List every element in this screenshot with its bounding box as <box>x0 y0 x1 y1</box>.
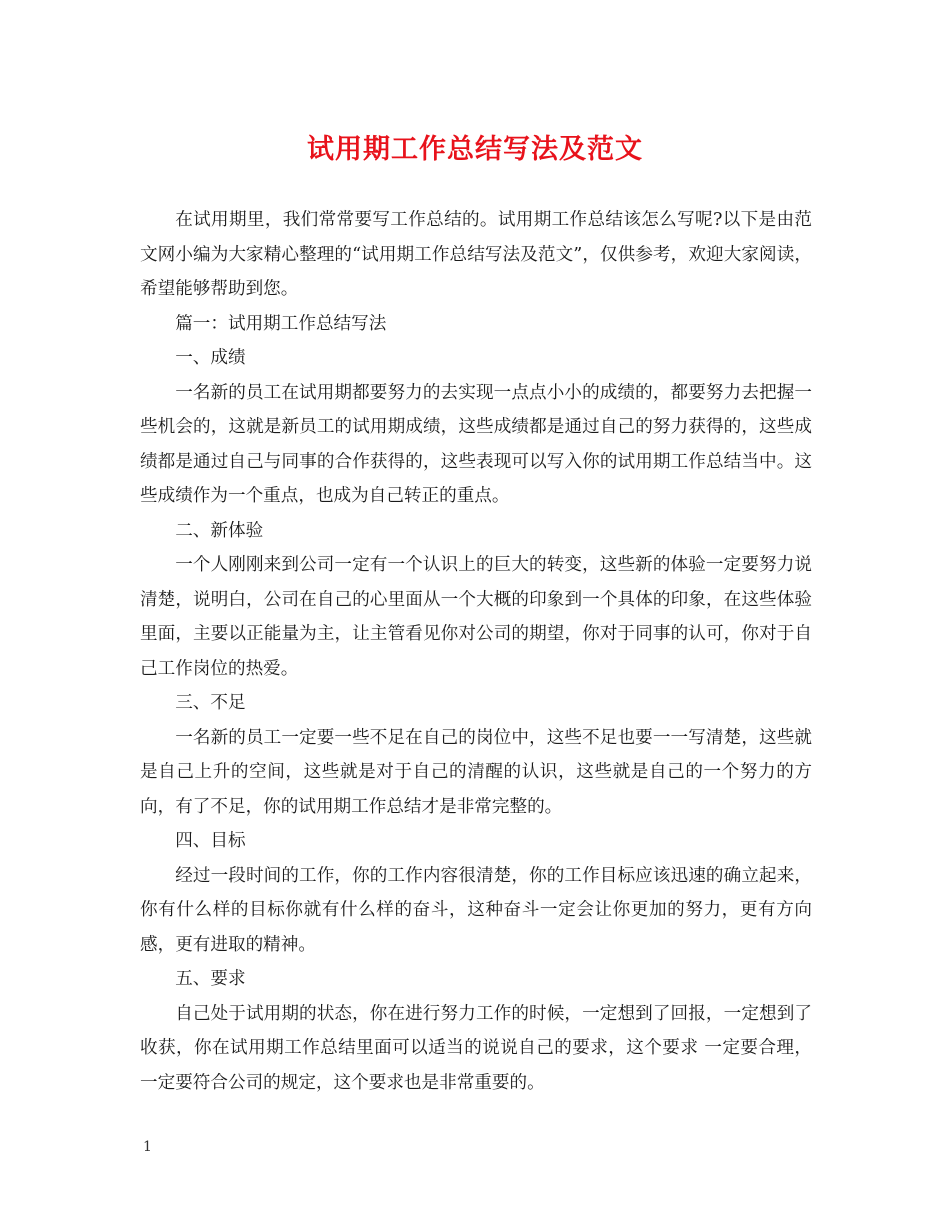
achievements-paragraph: 一名新的员工在试用期都要努力的去实现一点点小小的成绩的，都要努力去把握一些机会的，这就是新员工的试用期成绩，这些成绩都是通过自己的努力获得的，这些成绩都是通过自己与同事的合作获得的，这些表现可以写入你的试用期工作总结当中。这些成绩作为一个重点，也成为自己转正的重点。 <box>140 382 812 506</box>
goals-paragraph: 经过一段时间的工作，你的工作内容很清楚，你的工作目标应该迅速的确立起来，你有什么样的目标你就有什么样的奋斗，这种奋斗一定会让你更加的努力，更有方向感，更有进取的精神。 <box>140 865 812 955</box>
section-heading-goals: 四、目标 <box>175 831 246 851</box>
document-body <box>140 203 812 1100</box>
section-heading-part-one: 篇一：试用期工作总结写法 <box>175 313 387 334</box>
document-title: 试用期工作总结写法及范文 <box>307 134 643 165</box>
page-number: 1 <box>143 1139 152 1155</box>
new-experience-paragraph: 一个人刚刚来到公司一定有一个认识上的巨大的转变，这些新的体验一定要努力说清楚，说明白，公司在自己的心里面从一个大概的印象到一个具体的印象，在这些体验里面，主要以正能量为主，让主管看见你对公司的期望，你对于同事的认可，你对于自己工作岗位的热爱。 <box>140 555 812 679</box>
section-heading-requests: 五、要求 <box>175 969 246 989</box>
section-heading-shortcomings: 三、不足 <box>175 693 246 713</box>
requests-paragraph: 自己处于试用期的状态，你在进行努力工作的时候，一定想到了回报，一定想到了收获，你在试用期工作总结里面可以适当的说说自己的要求，这个要求 一定要合理，一定要符合公司的规定，这个要求也是非常重要的。 <box>140 1003 812 1093</box>
section-heading-achievements: 一、成绩 <box>175 348 246 368</box>
section-heading-new-experience: 二、新体验 <box>175 520 264 541</box>
intro-paragraph: 在试用期里，我们常常要写工作总结的。试用期工作总结该怎么写呢?以下是由范文网小编为大家精心整理的“试用期工作总结写法及范文”，仅供参考，欢迎大家阅读，希望能够帮助到您。 <box>140 210 812 299</box>
shortcomings-paragraph: 一名新的员工一定要一些不足在自己的岗位中，这些不足也要一一写清楚，这些就是自己上升的空间，这些就是对于自己的清醒的认识，这些就是自己的一个努力的方向，有了不足，你的试用期工作总结才是非常完整的。 <box>140 727 812 817</box>
